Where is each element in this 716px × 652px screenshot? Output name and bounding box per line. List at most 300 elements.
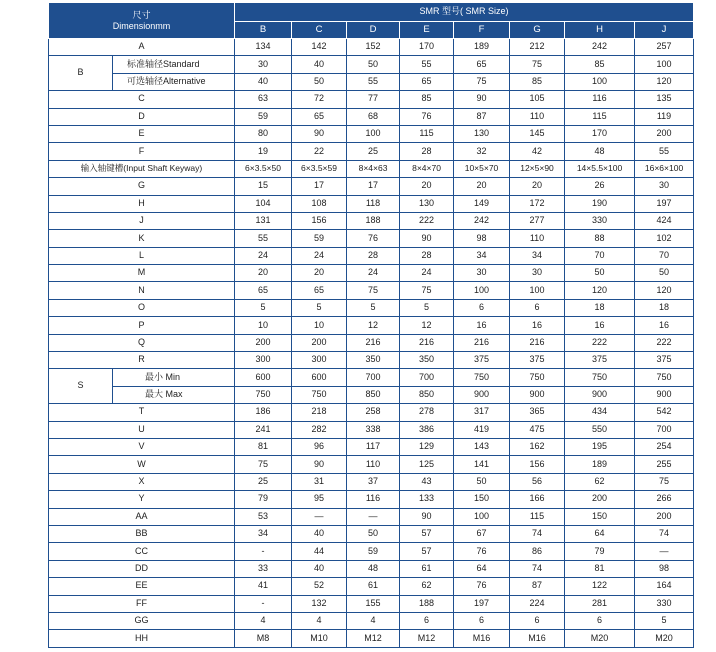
table-cell: 18 <box>635 299 694 316</box>
table-cell: 600 <box>235 369 292 386</box>
group-label: B <box>49 56 113 91</box>
table-cell: 750 <box>510 369 565 386</box>
table-cell: 115 <box>400 125 454 142</box>
table-cell: 900 <box>510 386 565 403</box>
table-cell: 155 <box>347 595 400 612</box>
table-cell: 12×5×90 <box>510 160 565 177</box>
table-cell: 50 <box>454 473 510 490</box>
table-cell: 166 <box>510 491 565 508</box>
table-cell: 110 <box>510 108 565 125</box>
table-cell: 75 <box>635 473 694 490</box>
table-cell: 200 <box>235 334 292 351</box>
table-cell: 750 <box>292 386 347 403</box>
table-cell: 142 <box>292 39 347 56</box>
table-cell: 41 <box>235 578 292 595</box>
table-cell: 338 <box>347 421 400 438</box>
table-cell: 190 <box>565 195 635 212</box>
row-label: U <box>49 421 235 438</box>
row-label: R <box>49 352 235 369</box>
table-cell: 20 <box>454 178 510 195</box>
table-row <box>49 299 694 316</box>
table-cell: 55 <box>347 73 400 90</box>
table-cell: - <box>235 595 292 612</box>
row-label: G <box>49 178 235 195</box>
table-cell: 119 <box>635 108 694 125</box>
table-row <box>49 160 694 177</box>
table-cell: 70 <box>635 247 694 264</box>
table-cell: 34 <box>510 247 565 264</box>
table-cell: — <box>292 508 347 525</box>
table-cell: 17 <box>347 178 400 195</box>
table-cell: 5 <box>635 612 694 629</box>
table-row <box>49 125 694 142</box>
table-cell: 216 <box>454 334 510 351</box>
dimension-header <box>49 3 235 39</box>
table-cell: 750 <box>235 386 292 403</box>
table-cell: 197 <box>635 195 694 212</box>
table-cell: 74 <box>635 525 694 542</box>
table-cell: 65 <box>292 282 347 299</box>
table-cell: 125 <box>400 456 454 473</box>
table-cell: 4 <box>235 612 292 629</box>
row-label: L <box>49 247 235 264</box>
table-cell: 62 <box>565 473 635 490</box>
table-row <box>49 612 694 629</box>
row-sublabel: 可选轴径Alternative <box>113 73 235 90</box>
table-cell: 81 <box>235 438 292 455</box>
table-cell: 10 <box>292 317 347 334</box>
table-cell: 120 <box>635 73 694 90</box>
table-cell: 75 <box>510 56 565 73</box>
table-cell: 12 <box>347 317 400 334</box>
table-cell: M20 <box>565 630 635 647</box>
size-header-d: D <box>347 22 400 39</box>
table-cell: 16 <box>454 317 510 334</box>
table-cell: 120 <box>565 282 635 299</box>
table-cell: 5 <box>400 299 454 316</box>
row-sublabel: 最大 Max <box>113 386 235 403</box>
table-cell: 40 <box>235 73 292 90</box>
table-row <box>49 91 694 108</box>
table-cell: 16 <box>635 317 694 334</box>
table-cell: M16 <box>510 630 565 647</box>
table-cell: 120 <box>635 282 694 299</box>
table-cell: 700 <box>347 369 400 386</box>
table-cell: 67 <box>454 525 510 542</box>
dimension-table <box>48 2 694 648</box>
table-cell: 98 <box>635 560 694 577</box>
table-row <box>49 39 694 56</box>
table-row <box>49 247 694 264</box>
row-label: C <box>49 91 235 108</box>
table-cell: 317 <box>454 404 510 421</box>
table-cell: 79 <box>235 491 292 508</box>
table-cell: 40 <box>292 56 347 73</box>
table-cell: 700 <box>635 421 694 438</box>
table-row <box>49 404 694 421</box>
table-row <box>49 108 694 125</box>
table-cell: 6 <box>510 299 565 316</box>
table-row <box>49 421 694 438</box>
table-cell: 44 <box>292 543 347 560</box>
table-cell: 156 <box>292 212 347 229</box>
table-cell: 224 <box>510 595 565 612</box>
table-cell: 375 <box>635 352 694 369</box>
table-cell: M16 <box>454 630 510 647</box>
table-cell: 424 <box>635 212 694 229</box>
table-cell: 18 <box>565 299 635 316</box>
table-body <box>49 39 694 648</box>
table-cell: 600 <box>292 369 347 386</box>
table-row <box>49 578 694 595</box>
table-cell: 65 <box>400 73 454 90</box>
table-cell: 222 <box>635 334 694 351</box>
size-header-f: F <box>454 22 510 39</box>
table-cell: 375 <box>454 352 510 369</box>
table-cell: 170 <box>400 39 454 56</box>
table-row <box>49 195 694 212</box>
table-cell: 350 <box>347 352 400 369</box>
table-cell: 100 <box>635 56 694 73</box>
table-cell: 241 <box>235 421 292 438</box>
table-cell: 50 <box>347 56 400 73</box>
dimension-header-en: Dimensionmm <box>112 20 171 31</box>
table-cell: 85 <box>565 56 635 73</box>
table-cell: 152 <box>347 39 400 56</box>
table-cell: 33 <box>235 560 292 577</box>
table-cell: 242 <box>454 212 510 229</box>
table-cell: 200 <box>635 125 694 142</box>
size-header-h: H <box>565 22 635 39</box>
table-cell: 116 <box>347 491 400 508</box>
table-cell: 34 <box>454 247 510 264</box>
table-row <box>49 456 694 473</box>
table-cell: 34 <box>235 525 292 542</box>
table-cell: 143 <box>454 438 510 455</box>
table-cell: 43 <box>400 473 454 490</box>
table-cell: 542 <box>635 404 694 421</box>
table-cell: 55 <box>400 56 454 73</box>
table-cell: 6×3.5×59 <box>292 160 347 177</box>
table-cell: 255 <box>635 456 694 473</box>
table-cell: 475 <box>510 421 565 438</box>
table-cell: 6 <box>565 612 635 629</box>
table-cell: 15 <box>235 178 292 195</box>
row-label: O <box>49 299 235 316</box>
table-row <box>49 334 694 351</box>
table-cell: 16 <box>565 317 635 334</box>
table-cell: 130 <box>400 195 454 212</box>
table-cell: 195 <box>565 438 635 455</box>
table-cell: 55 <box>635 143 694 160</box>
table-cell: 6 <box>454 612 510 629</box>
table-cell: 90 <box>292 456 347 473</box>
table-row <box>49 352 694 369</box>
table-cell: M8 <box>235 630 292 647</box>
table-cell: 8×4×70 <box>400 160 454 177</box>
table-cell: 53 <box>235 508 292 525</box>
table-cell: 75 <box>347 282 400 299</box>
table-cell: 330 <box>635 595 694 612</box>
table-cell: 20 <box>292 265 347 282</box>
table-cell: 300 <box>292 352 347 369</box>
table-cell: 26 <box>565 178 635 195</box>
row-label: H <box>49 195 235 212</box>
size-header-e: E <box>400 22 454 39</box>
table-cell: 6 <box>400 612 454 629</box>
row-label: P <box>49 317 235 334</box>
row-label: Q <box>49 334 235 351</box>
table-row <box>49 265 694 282</box>
table-cell: 90 <box>400 230 454 247</box>
table-cell: 281 <box>565 595 635 612</box>
table-cell: 172 <box>510 195 565 212</box>
row-label: T <box>49 404 235 421</box>
table-cell: 434 <box>565 404 635 421</box>
table-cell: 10×5×70 <box>454 160 510 177</box>
table-cell: 30 <box>635 178 694 195</box>
row-label: D <box>49 108 235 125</box>
table-cell: 86 <box>510 543 565 560</box>
row-label: K <box>49 230 235 247</box>
size-header-b: B <box>235 22 292 39</box>
table-cell: 141 <box>454 456 510 473</box>
table-row <box>49 56 694 73</box>
table-cell: 375 <box>510 352 565 369</box>
table-cell: 105 <box>510 91 565 108</box>
table-row <box>49 595 694 612</box>
row-label: E <box>49 125 235 142</box>
table-cell: 850 <box>347 386 400 403</box>
table-cell: 189 <box>565 456 635 473</box>
table-cell: 277 <box>510 212 565 229</box>
table-cell: 12 <box>400 317 454 334</box>
table-cell: 28 <box>400 247 454 264</box>
table-cell: 110 <box>510 230 565 247</box>
table-cell: 135 <box>635 91 694 108</box>
size-header-g: G <box>510 22 565 39</box>
table-cell: 50 <box>635 265 694 282</box>
size-header-j: J <box>635 22 694 39</box>
table-row <box>49 178 694 195</box>
table-cell: 25 <box>235 473 292 490</box>
table-cell: 129 <box>400 438 454 455</box>
table-cell: 162 <box>510 438 565 455</box>
table-row <box>49 230 694 247</box>
table-cell: 242 <box>565 39 635 56</box>
table-cell: 88 <box>565 230 635 247</box>
table-cell: 6 <box>510 612 565 629</box>
table-cell: 186 <box>235 404 292 421</box>
table-cell: 14×5.5×100 <box>565 160 635 177</box>
table-cell: 282 <box>292 421 347 438</box>
table-cell: 32 <box>454 143 510 160</box>
table-cell: 900 <box>635 386 694 403</box>
table-cell: 300 <box>235 352 292 369</box>
table-cell: 222 <box>565 334 635 351</box>
table-cell: 76 <box>347 230 400 247</box>
table-cell: 50 <box>292 73 347 90</box>
table-cell: 850 <box>400 386 454 403</box>
table-cell: 550 <box>565 421 635 438</box>
table-cell: 65 <box>454 56 510 73</box>
group-label: S <box>49 369 113 404</box>
table-cell: 76 <box>454 543 510 560</box>
table-cell: 386 <box>400 421 454 438</box>
table-cell: 57 <box>400 525 454 542</box>
table-cell: 48 <box>347 560 400 577</box>
table-cell: 117 <box>347 438 400 455</box>
table-cell: 350 <box>400 352 454 369</box>
row-label: EE <box>49 578 235 595</box>
table-cell: 16 <box>510 317 565 334</box>
table-cell: 115 <box>565 108 635 125</box>
table-cell: 150 <box>565 508 635 525</box>
table-row <box>49 508 694 525</box>
table-row <box>49 386 694 403</box>
table-row <box>49 630 694 647</box>
table-cell: 85 <box>400 91 454 108</box>
row-label: HH <box>49 630 235 647</box>
table-cell: 72 <box>292 91 347 108</box>
table-cell: 216 <box>510 334 565 351</box>
table-cell: 77 <box>347 91 400 108</box>
table-cell: 59 <box>292 230 347 247</box>
dimension-table-container <box>48 2 693 648</box>
table-row <box>49 73 694 90</box>
table-cell: 22 <box>292 143 347 160</box>
table-cell: 131 <box>235 212 292 229</box>
table-cell: 149 <box>454 195 510 212</box>
table-cell: 100 <box>454 282 510 299</box>
table-cell: 19 <box>235 143 292 160</box>
row-sublabel: 最小 Min <box>113 369 235 386</box>
table-cell: 24 <box>235 247 292 264</box>
table-cell: 62 <box>400 578 454 595</box>
table-row <box>49 473 694 490</box>
table-cell: 24 <box>400 265 454 282</box>
size-title-header: SMR 型号( SMR Size) <box>235 3 694 22</box>
table-cell: 64 <box>565 525 635 542</box>
row-label: V <box>49 438 235 455</box>
table-cell: 24 <box>292 247 347 264</box>
table-cell: 200 <box>292 334 347 351</box>
table-cell: 100 <box>347 125 400 142</box>
table-cell: 130 <box>454 125 510 142</box>
table-cell: 145 <box>510 125 565 142</box>
table-cell: 115 <box>510 508 565 525</box>
table-cell: M10 <box>292 630 347 647</box>
table-cell: 42 <box>510 143 565 160</box>
table-cell: 122 <box>565 578 635 595</box>
table-cell: 900 <box>454 386 510 403</box>
row-label: F <box>49 143 235 160</box>
table-cell: 900 <box>565 386 635 403</box>
table-cell: 40 <box>292 525 347 542</box>
table-cell: 132 <box>292 595 347 612</box>
table-cell: 85 <box>510 73 565 90</box>
table-cell: 200 <box>635 508 694 525</box>
table-cell: 197 <box>454 595 510 612</box>
table-cell: 52 <box>292 578 347 595</box>
table-cell: 30 <box>235 56 292 73</box>
table-cell: 24 <box>347 265 400 282</box>
table-cell: 63 <box>235 91 292 108</box>
table-cell: 59 <box>347 543 400 560</box>
table-cell: 57 <box>400 543 454 560</box>
table-cell: 750 <box>565 369 635 386</box>
table-cell: — <box>347 508 400 525</box>
table-cell: 222 <box>400 212 454 229</box>
table-cell: 6×3.5×50 <box>235 160 292 177</box>
table-cell: 74 <box>510 560 565 577</box>
table-cell: 75 <box>454 73 510 90</box>
table-cell: 81 <box>565 560 635 577</box>
table-cell: 65 <box>292 108 347 125</box>
table-cell: 164 <box>635 578 694 595</box>
table-cell: 79 <box>565 543 635 560</box>
table-cell: 90 <box>454 91 510 108</box>
table-cell: — <box>635 543 694 560</box>
table-cell: 118 <box>347 195 400 212</box>
table-cell: 170 <box>565 125 635 142</box>
table-row <box>49 369 694 386</box>
table-cell: 188 <box>347 212 400 229</box>
table-cell: 65 <box>235 282 292 299</box>
table-cell: 90 <box>292 125 347 142</box>
table-cell: 59 <box>235 108 292 125</box>
table-row <box>49 143 694 160</box>
table-cell: 30 <box>454 265 510 282</box>
row-label: DD <box>49 560 235 577</box>
row-label: BB <box>49 525 235 542</box>
row-sublabel: 标准轴径Standard <box>113 56 235 73</box>
table-cell: 700 <box>400 369 454 386</box>
table-cell: 20 <box>235 265 292 282</box>
table-cell: 375 <box>565 352 635 369</box>
table-cell: 55 <box>235 230 292 247</box>
table-cell: 25 <box>347 143 400 160</box>
table-cell: 28 <box>400 143 454 160</box>
table-cell: 48 <box>565 143 635 160</box>
table-cell: 750 <box>454 369 510 386</box>
table-row <box>49 438 694 455</box>
table-cell: 56 <box>510 473 565 490</box>
table-cell: 87 <box>454 108 510 125</box>
table-cell: 17 <box>292 178 347 195</box>
table-cell: 50 <box>565 265 635 282</box>
table-cell: 61 <box>347 578 400 595</box>
table-cell: 330 <box>565 212 635 229</box>
table-cell: 61 <box>400 560 454 577</box>
row-label: GG <box>49 612 235 629</box>
table-cell: 189 <box>454 39 510 56</box>
table-cell: 20 <box>400 178 454 195</box>
table-cell: 266 <box>635 491 694 508</box>
table-row <box>49 212 694 229</box>
dimension-header-cn: 尺寸 <box>132 9 151 20</box>
table-cell: 76 <box>454 578 510 595</box>
table-cell: 5 <box>347 299 400 316</box>
table-cell: 257 <box>635 39 694 56</box>
table-cell: 96 <box>292 438 347 455</box>
table-cell: 90 <box>400 508 454 525</box>
row-label: FF <box>49 595 235 612</box>
table-cell: 419 <box>454 421 510 438</box>
table-row <box>49 543 694 560</box>
table-cell: 76 <box>400 108 454 125</box>
table-cell: 87 <box>510 578 565 595</box>
